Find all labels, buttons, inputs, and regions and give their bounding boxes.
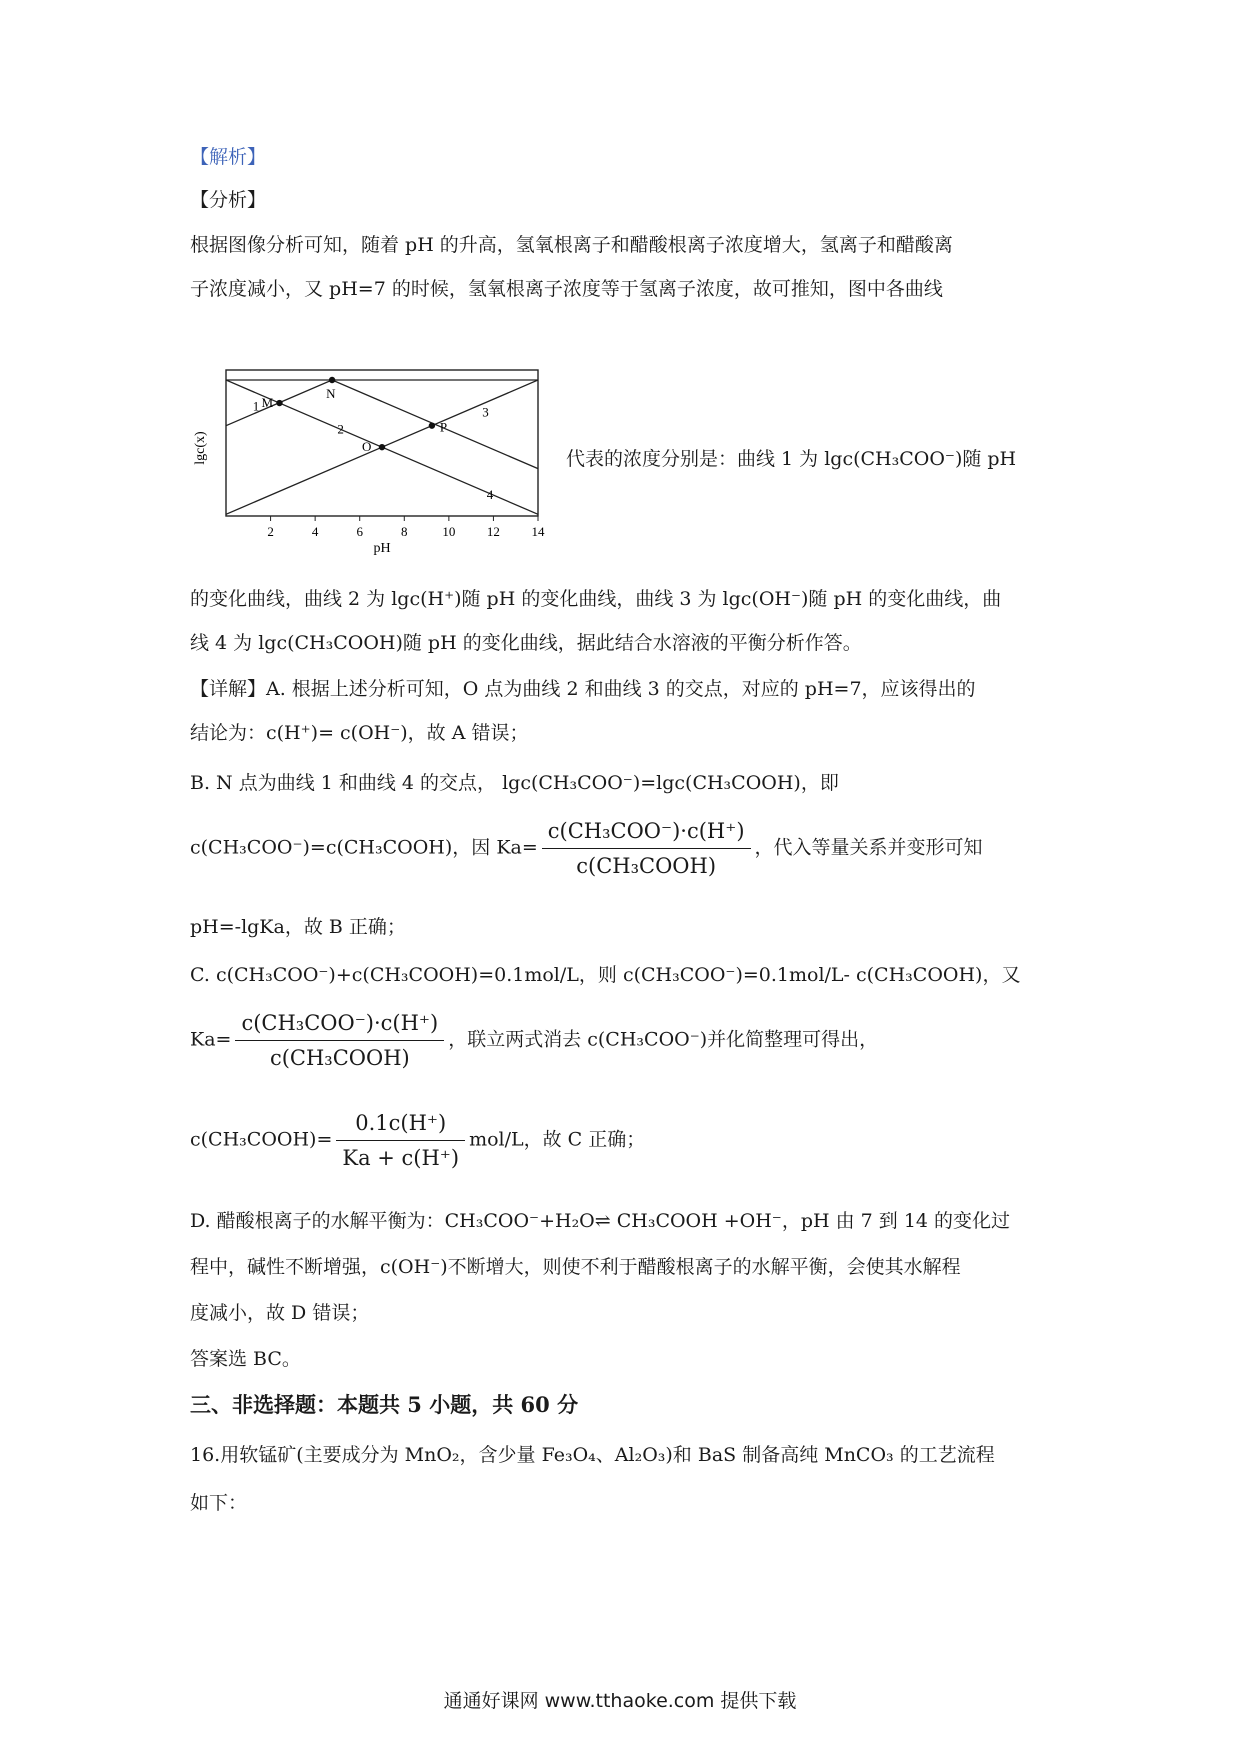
analysis-line-3: 的变化曲线，曲线 2 为 lgc(H⁺)随 pH 的变化曲线，曲线 3 为 lgc(OH⁻)随 pH 的变化曲线，曲: [190, 588, 1002, 610]
analysis-beside-chart: 代表的浓度分别是：曲线 1 为 lgc(CH₃COO⁻)随 pH: [566, 448, 1017, 470]
c2-suffix: ，联立两式消去 c(CH₃COO⁻)并化简整理可得出，: [448, 1028, 879, 1051]
x-tick-label: 14: [531, 524, 545, 539]
question-16-line-2: 如下：: [190, 1492, 248, 1514]
x-tick-label: 6: [356, 524, 363, 539]
footer-source: 通通好课网 www.tthaoke.com 提供下载: [443, 1690, 797, 1712]
jiexi-heading: 【解析】: [190, 146, 267, 168]
b2-prefix: c(CH₃COO⁻)=c(CH₃COOH)，因 Ka=: [190, 836, 538, 859]
series-4-line: [226, 380, 538, 469]
point-N-label: N: [326, 386, 336, 401]
conc-numerator: 0.1c(H⁺): [336, 1110, 465, 1141]
ka-denominator-2: c(CH₃COOH): [269, 1046, 410, 1070]
detail-b-line-3: pH=-lgKa，故 B 正确；: [190, 916, 406, 938]
c3-prefix: c(CH₃COOH)=: [190, 1128, 333, 1151]
x-tick-label: 2: [267, 524, 274, 539]
analysis-line-1: 根据图像分析可知，随着 pH 的升高，氢氧根离子和醋酸根离子浓度增大，氢离子和醋酸离: [190, 234, 953, 256]
x-tick-label: 10: [442, 524, 456, 539]
detail-c-line-2: [190, 1010, 878, 1071]
series-3-label: 3: [482, 404, 489, 420]
detail-a-line-1: 【详解】A. 根据上述分析可知，O 点为曲线 2 和曲线 3 的交点，对应的 pH=7，应该得出的: [190, 678, 976, 700]
series-2-label: 2: [337, 421, 344, 437]
x-tick-label: 8: [401, 524, 408, 539]
analysis-line-2: 子浓度减小，又 pH=7 的时候，氢氧根离子浓度等于氢离子浓度，故可推知，图中各曲线: [190, 278, 943, 300]
detail-a-line-2: 结论为：c(H⁺)= c(OH⁻)，故 A 错误；: [190, 722, 529, 744]
conc-denominator: Ka + c(H⁺): [342, 1146, 460, 1170]
ka-fraction-2: [235, 1010, 444, 1071]
c3-suffix: mol/L，故 C 正确；: [469, 1128, 646, 1151]
conc-fraction: [336, 1110, 465, 1171]
detail-c-line-1: C. c(CH₃COO⁻)+c(CH₃COOH)=0.1mol/L，则 c(CH₃COO⁻)=0.1mol/L- c(CH₃COOH)，又: [190, 964, 1021, 986]
detail-d-line-2: 程中，碱性不断增强，c(OH⁻)不断增大，则使不利于醋酸根离子的水解平衡，会使其水解程: [190, 1256, 961, 1278]
detail-d-line-3: 度减小，故 D 错误；: [190, 1302, 370, 1324]
ph-curve-chart: [192, 358, 545, 568]
ka-denominator: c(CH₃COOH): [576, 854, 717, 878]
analysis-line-4: 线 4 为 lgc(CH₃COOH)随 pH 的变化曲线，据此结合水溶液的平衡分析作答。: [190, 632, 862, 654]
answer-line: 答案选 BC。: [190, 1348, 301, 1370]
x-tick-label: 12: [486, 524, 500, 539]
point-O: [379, 444, 385, 450]
point-P-label: P: [439, 419, 448, 435]
point-P: [429, 422, 435, 428]
series-1-label: 1: [252, 398, 260, 414]
fenxi-heading: 【分析】: [190, 189, 267, 211]
ka-fraction: [542, 818, 751, 879]
b2-suffix: ，代入等量关系并变形可知: [754, 836, 983, 859]
ka-numerator-2: c(CH₃COO⁻)·c(H⁺): [235, 1010, 444, 1041]
detail-b-line-1: B. N 点为曲线 1 和曲线 4 的交点， lgc(CH₃COO⁻)=lgc(CH₃COOH)，即: [190, 772, 839, 794]
x-tick-label: 4: [311, 524, 319, 539]
ka-numerator: c(CH₃COO⁻)·c(H⁺): [542, 818, 751, 849]
c2-prefix: Ka=: [190, 1028, 232, 1051]
section-3-title: 三、非选择题：本题共 5 小题，共 60 分: [190, 1392, 579, 1417]
point-N: [329, 377, 335, 383]
point-O-label: O: [362, 439, 372, 455]
x-axis-label: pH: [373, 541, 391, 556]
detail-c-line-3: [190, 1110, 645, 1171]
point-M-label: M: [261, 395, 274, 411]
question-16-line-1: 16.用软锰矿(主要成分为 MnO₂，含少量 Fe₃O₄、Al₂O₃)和 BaS 制备高纯 MnCO₃ 的工艺流程: [190, 1444, 995, 1466]
series-4-label: 4: [486, 486, 494, 502]
detail-b-line-2: [190, 818, 983, 879]
point-M: [276, 400, 282, 406]
y-axis-label: lgc(x): [193, 431, 208, 465]
detail-d-line-1: D. 醋酸根离子的水解平衡为：CH₃COO⁻+H₂O⇌ CH₃COOH +OH⁻，pH 由 7 到 14 的变化过: [190, 1210, 1011, 1232]
